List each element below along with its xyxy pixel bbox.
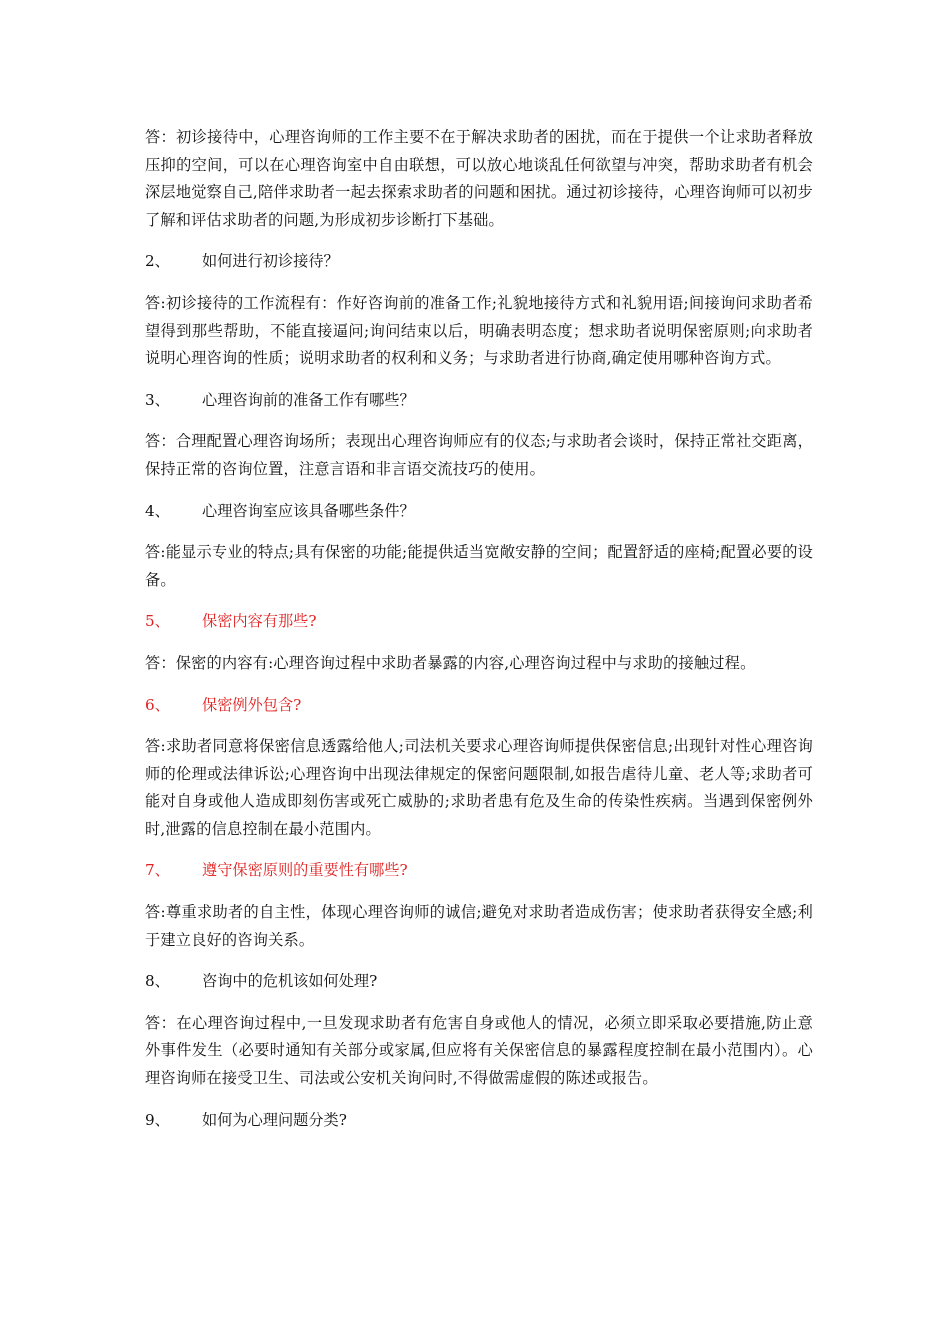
question-text: 心理咨询室应该具备哪些条件？: [202, 501, 415, 520]
document-page: [145, 124, 813, 1134]
question-heading-highlighted: [145, 692, 813, 720]
question-heading-highlighted: [145, 608, 813, 636]
question-number: 5、: [145, 612, 170, 631]
question-heading: [145, 248, 813, 276]
question-text: 心理咨询前的准备工作有哪些？: [202, 390, 415, 409]
answer-paragraph: 答：合理配置心理咨询场所；表现出心理咨询师应有的仪态;与求助者会谈时，保持正常社交距离，保持正常的咨询位置，注意言语和非言语交流技巧的使用。: [145, 432, 813, 478]
question-number: 6、: [145, 695, 170, 714]
question-text: 如何为心理问题分类?: [202, 1110, 347, 1129]
question-text: 保密例外包含?: [202, 695, 302, 714]
question-text: 保密内容有那些?: [202, 612, 317, 631]
answer-paragraph: 答：在心理咨询过程中,一旦发现求助者有危害自身或他人的情况，必须立即采取必要措施,防止意外事件发生（必要时通知有关部分或家属,但应将有关保密信息的暴露程度控制在最小范围内）。心理咨询师在接受卫生、司法或公安机关询问时,不得做需虚假的陈述或报告。: [145, 1013, 813, 1088]
answer-paragraph: 答：保密的内容有:心理咨询过程中求助者暴露的内容,心理咨询过程中与求助的接触过程。: [145, 653, 756, 672]
question-number: 2、: [145, 252, 170, 271]
question-number: 8、: [145, 972, 170, 991]
question-text: 如何进行初诊接待？: [202, 252, 339, 271]
question-text: 遵守保密原则的重要性有哪些?: [202, 861, 408, 880]
question-heading: [145, 387, 813, 415]
question-text: 咨询中的危机该如何处理?: [202, 972, 378, 991]
answer-paragraph: 答:求助者同意将保密信息透露给他人;司法机关要求心理咨询师提供保密信息;出现针对性心理咨询师的伦理或法律诉讼;心理咨询中出现法律规定的保密问题限制,如报告虐待儿童、老人等;求助者可能对自身或他人造成即刻伤害或死亡威胁的;求助者患有危及生命的传染性疾病。当遇到保密例外时,泄露的信息控制在最小范围内。: [145, 737, 813, 838]
answer-paragraph: 答:尊重求助者的自主性，体现心理咨询师的诚信;避免对求助者造成伤害；使求助者获得安全感;利于建立良好的咨询关系。: [145, 903, 813, 949]
answer-paragraph: 答：初诊接待中，心理咨询师的工作主要不在于解决求助者的困扰，而在于提供一个让求助者释放压抑的空间，可以在心理咨询室中自由联想，可以放心地谈乱任何欲望与冲突，帮助求助者有机会深层地觉察自己,陪伴求助者一起去探索求助者的问题和困扰。通过初诊接待，心理咨询师可以初步了解和评估求助者的问题,为形成初步诊断打下基础。: [145, 128, 813, 229]
question-number: 4、: [145, 501, 170, 520]
question-number: 3、: [145, 390, 170, 409]
question-heading: [145, 498, 813, 526]
question-number: 7、: [145, 861, 170, 880]
question-heading: [145, 1107, 813, 1135]
question-heading: [145, 968, 813, 996]
answer-paragraph: 答:初诊接待的工作流程有：作好咨询前的准备工作;礼貌地接待方式和礼貌用语;间接询问求助者希望得到那些帮助，不能直接逼问;询问结束以后，明确表明态度；想求助者说明保密原则;向求助者说明心理咨询的性质；说明求助者的权利和义务；与求助者进行协商,确定使用哪种咨询方式。: [145, 293, 813, 368]
question-heading-highlighted: [145, 857, 813, 885]
answer-paragraph: 答:能显示专业的特点;具有保密的功能;能提供适当宽敞安静的空间；配置舒适的座椅;配置必要的设备。: [145, 543, 813, 589]
question-number: 9、: [145, 1110, 170, 1129]
